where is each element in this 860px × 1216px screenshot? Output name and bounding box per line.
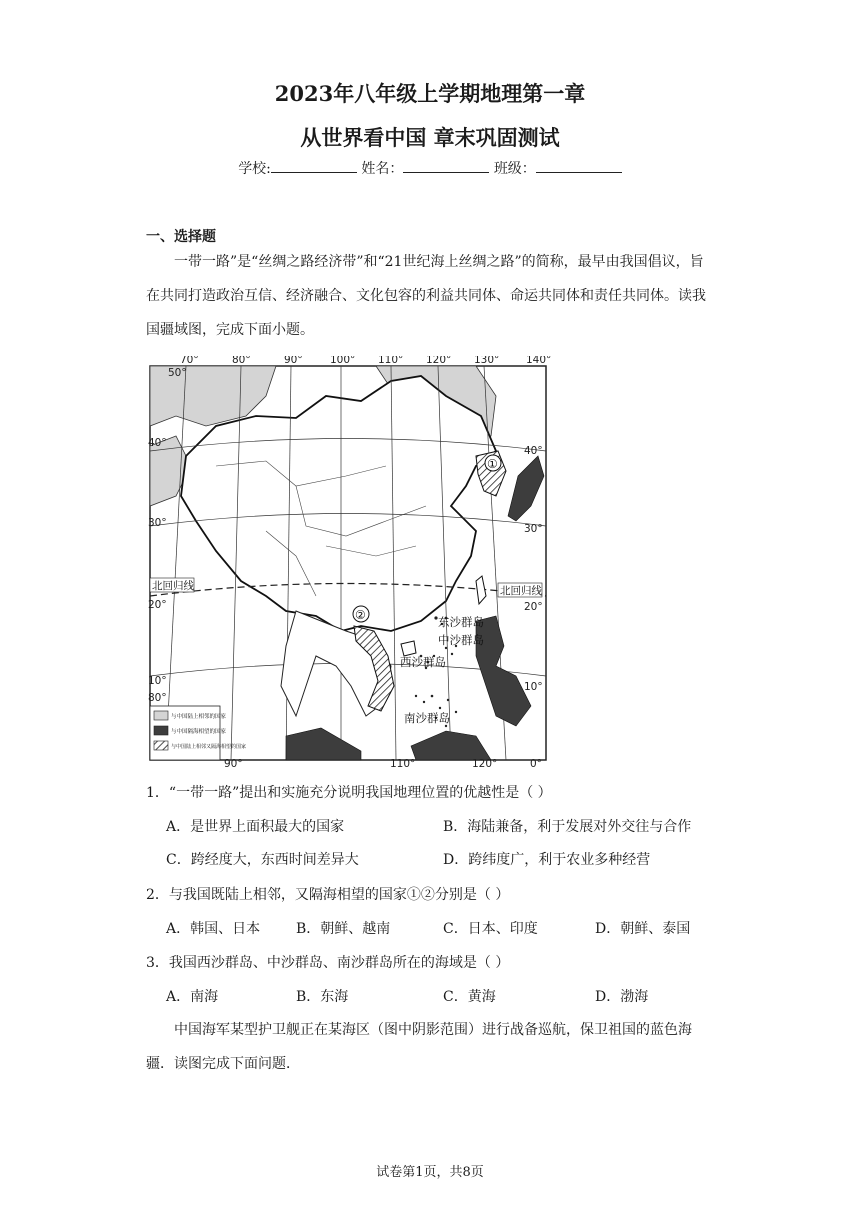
- marker-1: ①: [487, 457, 498, 471]
- name-blank[interactable]: [403, 158, 489, 173]
- school-blank[interactable]: [271, 158, 357, 173]
- class-blank[interactable]: [536, 158, 622, 173]
- bottom-tick-120: 120°: [472, 758, 498, 768]
- q2-option-d[interactable]: D．朝鲜、泰国: [595, 921, 691, 937]
- q3-option-c[interactable]: C．黄海: [443, 989, 496, 1005]
- question-1-stem: 1．“一带一路”提出和实施充分说明我国地理位置的优越性是（ ）: [146, 785, 552, 801]
- school-label: 学校:: [238, 161, 271, 177]
- question-3-stem: 3．我国西沙群岛、中沙群岛、南沙群岛所在的海域是（ ）: [146, 955, 510, 971]
- china-territory-map: [146, 356, 556, 768]
- left-tick-80: 80°: [148, 692, 167, 704]
- left-tick-20: 20°: [148, 599, 167, 611]
- hainan-island: [401, 641, 416, 656]
- title-line-2: 从世界看中国 章末巩固测试: [300, 125, 560, 150]
- marker-2: ②: [355, 608, 366, 622]
- q2-option-c[interactable]: C．日本、印度: [443, 921, 538, 937]
- tropic-label-left: 北回归线: [152, 580, 194, 592]
- label-zhongsha: 中沙群岛: [438, 633, 484, 647]
- intro-paragraph: 一带一路”是“丝绸之路经济带”和“21世纪海上丝绸之路”的简称，最早由我国倡议，旨在共同打造政治互信、经济融合、文化包容的利益共同体、命运共同体和责任共同体。读我国疆域图，完成下面小题。: [146, 254, 706, 338]
- label-nansha: 南沙群岛: [404, 711, 450, 725]
- bottom-tick-0: 0°: [530, 758, 542, 768]
- left-tick-40: 40°: [148, 437, 167, 449]
- top-tick-140: 140°: [526, 356, 552, 366]
- section-heading: 一、选择题: [146, 229, 216, 245]
- q3-option-d[interactable]: D．渤海: [595, 989, 649, 1005]
- label-dongsha: 东沙群岛: [438, 615, 484, 629]
- right-tick-30: 30°: [524, 523, 543, 535]
- tropic-label-right: 北回归线: [500, 585, 542, 597]
- right-tick-20: 20°: [524, 601, 543, 613]
- bottom-tick-110: 110°: [390, 758, 416, 768]
- page-footer: 试卷第1页，共8页: [376, 1165, 484, 1180]
- q2-option-b[interactable]: B．朝鲜、越南: [296, 921, 391, 937]
- top-tick-70: 70°: [180, 356, 199, 366]
- top-tick-90: 90°: [284, 356, 303, 366]
- q3-option-b[interactable]: B．东海: [296, 989, 349, 1005]
- top-tick-100: 100°: [330, 356, 356, 366]
- left-tick-50: 50°: [168, 367, 187, 379]
- q1-option-d[interactable]: D．跨纬度广，利于农业多种经营: [443, 852, 651, 868]
- question-2-stem: 2．与我国既陆上相邻，又隔海相望的国家①②分别是（ ）: [146, 887, 510, 903]
- left-tick-30: 30°: [148, 517, 167, 529]
- q1-option-a[interactable]: A．是世界上面积最大的国家: [166, 819, 345, 835]
- q3-option-a[interactable]: A．南海: [166, 989, 219, 1005]
- legend-sea-neighbor: 与中国隔海相望的国家: [171, 729, 227, 735]
- next-question-intro: 中国海军某型护卫舰正在某海区（图中阴影范围）进行战备巡航，保卫祖国的蓝色海疆．读图完成下面问题．: [146, 1022, 692, 1072]
- right-tick-40: 40°: [524, 445, 543, 457]
- name-label: 姓名：: [361, 161, 404, 177]
- q2-option-a[interactable]: A．韩国、日本: [166, 921, 261, 937]
- top-tick-80: 80°: [232, 356, 251, 366]
- title-line-1: 2023年八年级上学期地理第一章: [274, 81, 586, 106]
- right-tick-10: 10°: [524, 681, 543, 693]
- top-tick-110: 110°: [378, 356, 404, 366]
- top-tick-120: 120°: [426, 356, 452, 366]
- label-xisha: 西沙群岛: [400, 655, 446, 669]
- top-tick-130: 130°: [474, 356, 500, 366]
- student-info-line: [0, 158, 860, 178]
- q1-option-b[interactable]: B．海陆兼备，利于发展对外交往与合作: [443, 819, 692, 835]
- q1-option-c[interactable]: C．跨经度大，东西时间差异大: [166, 852, 359, 868]
- class-label: 班级：: [493, 161, 536, 177]
- left-tick-10: 10°: [148, 675, 167, 687]
- legend-land-neighbor: 与中国陆上相邻的国家: [171, 714, 227, 720]
- legend-both-neighbor: 与中国陆上相邻又隔海相望的国家: [171, 744, 247, 750]
- bottom-tick-90: 90°: [224, 758, 243, 768]
